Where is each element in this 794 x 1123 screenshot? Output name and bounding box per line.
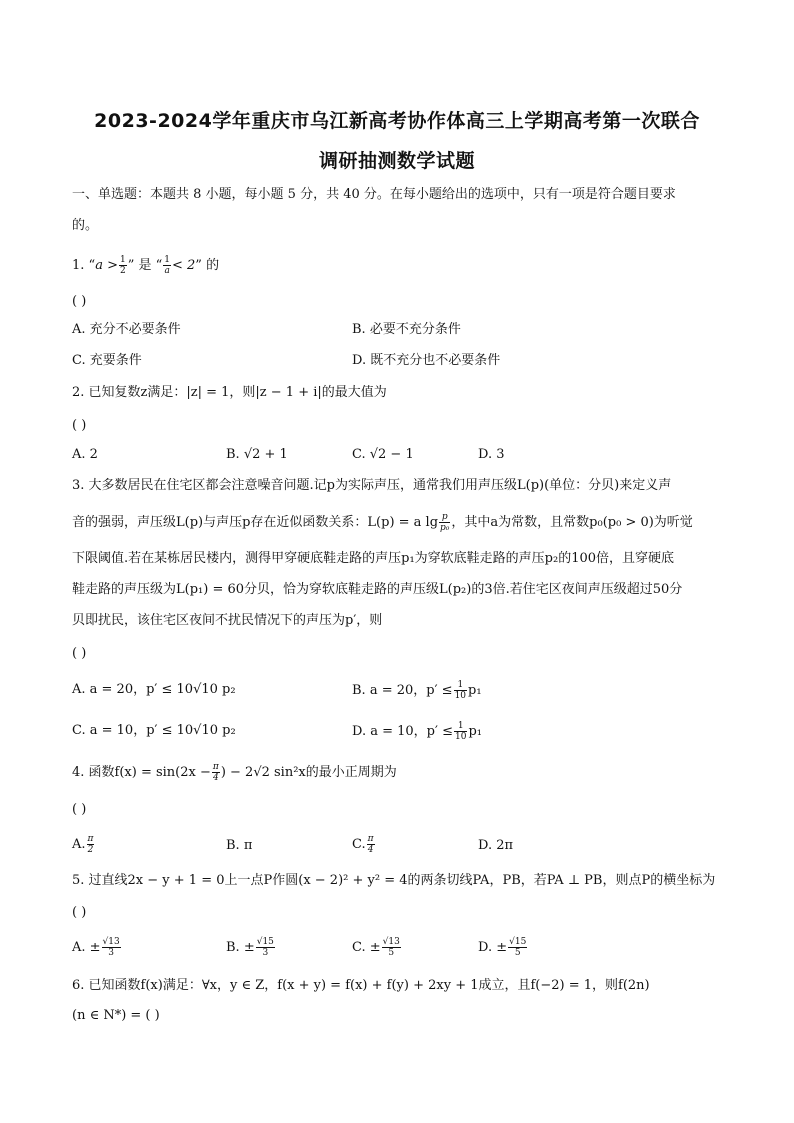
q3-option-b[interactable] <box>352 680 482 701</box>
answer-paren: ( ) <box>72 905 87 920</box>
denominator: a <box>164 266 170 276</box>
numerator: 1 <box>119 255 126 265</box>
denominator: 2 <box>119 266 126 276</box>
question-2: 2. 已知复数z满足：|z| = 1，则|z − 1 + i|的最大值为 <box>72 385 387 400</box>
section-heading: 一、单选题：本题共 8 小题，每小题 5 分，共 40 分。在每小题给出的选项中，只有一项是符合题目要求 <box>72 187 676 202</box>
q4-option-a[interactable] <box>72 834 95 855</box>
q1-left: a > <box>95 258 118 273</box>
option-label: A. ± <box>72 940 101 955</box>
q3-option-a[interactable]: A. a = 20，p′ ≤ 10√10 p₂ <box>72 682 236 697</box>
question-3-line3: 下限阈值.若在某栋居民楼内，测得甲穿硬底鞋走路的声压p₁为穿软底鞋走路的声压p₂的100倍，且穿硬底 <box>72 551 675 566</box>
q2-option-b[interactable]: B. √2 + 1 <box>226 447 288 462</box>
fraction <box>87 834 95 855</box>
q3-formula-pre: 音的强弱，声压级L(p)与声压p存在近似函数关系：L(p) = a lg <box>72 515 439 530</box>
fraction <box>454 680 467 701</box>
denominator: 10 <box>454 691 467 701</box>
denominator: 4 <box>367 845 374 855</box>
option-label: C. <box>352 837 366 852</box>
numerator: π <box>367 834 374 844</box>
numerator: √15 <box>256 937 274 947</box>
denominator: p₀ <box>440 523 450 533</box>
answer-paren: ( ) <box>72 802 87 817</box>
q1-mid: ” 是 “ <box>127 258 163 273</box>
q1-option-c[interactable]: C. 充要条件 <box>72 353 142 368</box>
option-label: A. <box>72 837 86 852</box>
q5-option-b[interactable] <box>226 937 276 958</box>
denominator: 2 <box>87 845 94 855</box>
q1-option-a[interactable]: A. 充分不必要条件 <box>72 322 181 337</box>
denominator: 10 <box>454 732 467 742</box>
q5-option-d[interactable] <box>478 937 528 958</box>
numerator: p <box>439 512 450 523</box>
q2-option-c[interactable]: C. √2 − 1 <box>352 447 414 462</box>
question-3-line4: 鞋走路的声压级为L(p₁) = 60分贝，恰为穿软底鞋走路的声压级L(p₂)的3倍.若住宅区夜间声压级超过50分 <box>72 582 683 597</box>
answer-paren: ( ) <box>72 294 87 309</box>
fraction <box>454 721 467 742</box>
q3-formula-post: ，其中a为常数，且常数p₀(p₀ > 0)为听觉 <box>451 515 693 530</box>
section-heading-cont: 的。 <box>72 218 99 233</box>
option-label: D. ± <box>478 940 508 955</box>
exam-title-line2: 调研抽测数学试题 <box>318 150 475 172</box>
numerator: π <box>87 834 94 844</box>
question-1 <box>72 255 219 276</box>
q4-option-d[interactable]: D. 2π <box>478 838 514 853</box>
question-6-line1: 6. 已知函数f(x)满足：∀x，y ∈ Z，f(x + y) = f(x) + f(y) + 2xy + 1成立，且f(−2) = 1，则f(2n) <box>72 978 650 993</box>
fraction <box>367 834 375 855</box>
q1-option-d[interactable]: D. 既不充分也不必要条件 <box>352 353 501 368</box>
q1-right: < 2 <box>172 258 196 273</box>
q4-option-b[interactable]: B. π <box>226 838 253 853</box>
answer-paren: ( ) <box>72 646 87 661</box>
numerator: 1 <box>454 680 467 691</box>
q4-option-c[interactable] <box>352 834 376 855</box>
q4-post: ) − 2√2 sin²x的最小正周期为 <box>220 765 397 780</box>
q1-prefix: 1. “ <box>72 258 96 273</box>
numerator: √13 <box>102 937 120 947</box>
question-6-line2: (n ∈ N*) = ( ) <box>72 1008 160 1023</box>
q1-suffix: ” 的 <box>195 258 220 273</box>
fraction <box>163 255 171 276</box>
q5-option-a[interactable] <box>72 937 122 958</box>
numerator: π <box>212 762 219 772</box>
q3-option-d-pre: D. a = 10，p′ ≤ <box>352 724 453 739</box>
q3-option-c[interactable]: C. a = 10，p′ ≤ 10√10 p₂ <box>72 723 236 738</box>
q2-option-d[interactable]: D. 3 <box>478 447 505 462</box>
option-label: C. ± <box>352 940 381 955</box>
q5-option-c[interactable] <box>352 937 402 958</box>
numerator: √13 <box>382 937 400 947</box>
numerator: √15 <box>509 937 527 947</box>
numerator: 1 <box>454 721 467 732</box>
fraction <box>508 937 527 958</box>
denominator: 5 <box>388 948 395 958</box>
answer-paren: ( ) <box>72 418 87 433</box>
fraction <box>119 255 127 276</box>
denominator: 5 <box>514 948 521 958</box>
q3-option-d-post: p₁ <box>468 724 482 739</box>
fraction <box>102 937 121 958</box>
fraction <box>256 937 275 958</box>
question-3-line2 <box>72 512 693 533</box>
q2-option-a[interactable]: A. 2 <box>72 447 98 462</box>
denominator: 3 <box>108 948 114 958</box>
denominator: 3 <box>262 948 269 958</box>
fraction <box>439 512 450 533</box>
q3-option-b-pre: B. a = 20，p′ ≤ <box>352 683 453 698</box>
option-label: B. ± <box>226 940 255 955</box>
numerator: 1 <box>164 255 170 265</box>
q4-pre: 4. 函数f(x) = sin(2x − <box>72 765 211 780</box>
question-4 <box>72 762 397 783</box>
question-5: 5. 过直线2x − y + 1 = 0上一点P作圆(x − 2)² + y² = 4的两条切线PA，PB，若PA ⊥ PB，则点P的横坐标为 <box>72 873 716 888</box>
fraction <box>382 937 401 958</box>
exam-title-line1: 2023-2024学年重庆市乌江新高考协作体高三上学期高考第一次联合 <box>94 110 700 132</box>
question-3-line1: 3. 大多数居民在住宅区都会注意噪音问题.记p为实际声压，通常我们用声压级L(p)(单位：分贝)来定义声 <box>72 478 672 493</box>
q1-option-b[interactable]: B. 必要不充分条件 <box>352 322 461 337</box>
fraction <box>212 762 220 783</box>
q3-option-d[interactable] <box>352 721 482 742</box>
denominator: 4 <box>212 773 219 783</box>
q3-option-b-post: p₁ <box>468 683 482 698</box>
question-3-line5: 贝即扰民，该住宅区夜间不扰民情况下的声压为p′，则 <box>72 613 383 628</box>
